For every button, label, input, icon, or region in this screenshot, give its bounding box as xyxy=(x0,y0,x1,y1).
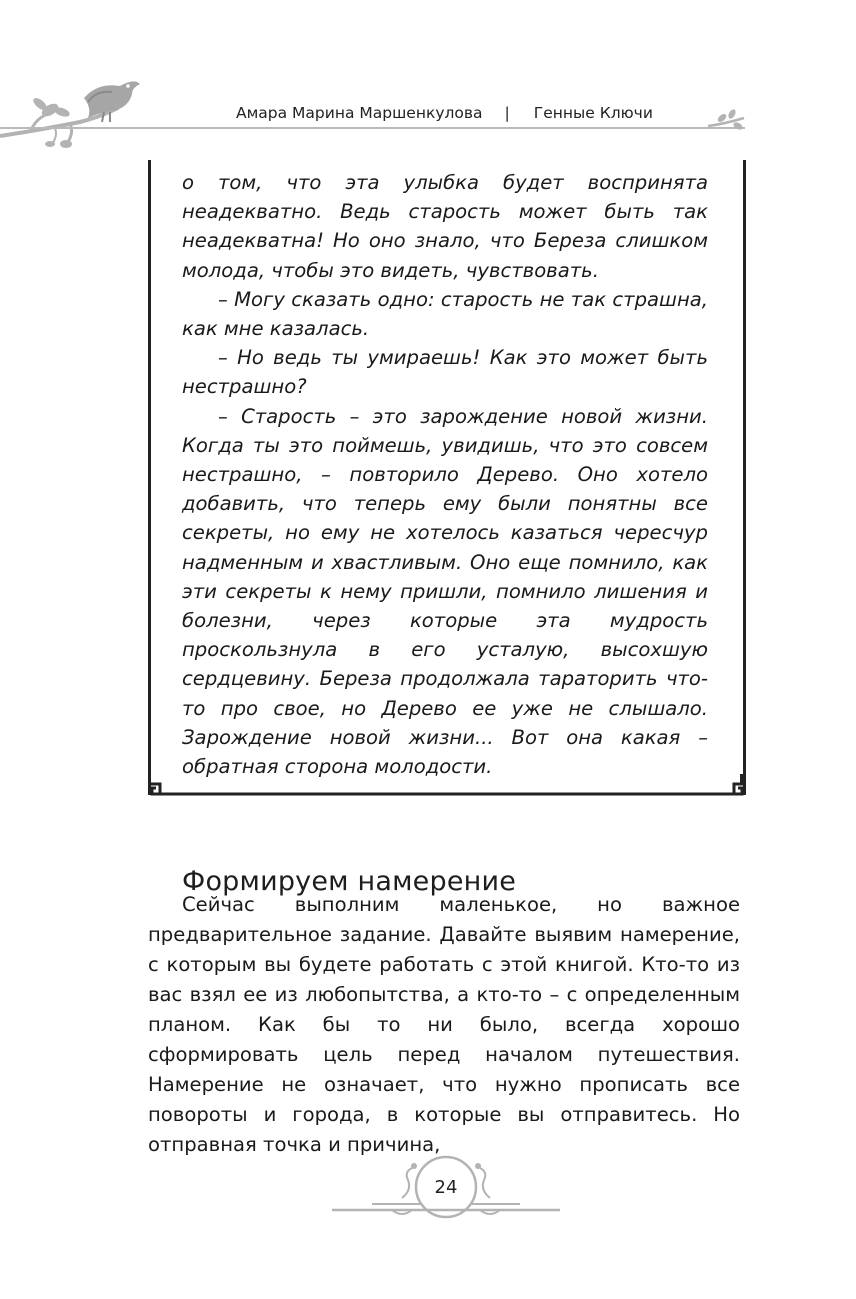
body-paragraph: Сейчас выполним маленькое, но важное предварительное задание. Давайте выявим намерение, с которым вы будете работать с этой книгой. Кто-то из вас взял ее из любопытства, а кто-то – с определенным планом. Как бы то ни было, всегда хорошо сформировать цель перед началом путешествия. Намерение не означает, что нужно прописать все повороты и города, в которые вы отправитесь. Но отправная точка и причина, xyxy=(148,893,740,1156)
quote-paragraph: – Но ведь ты умираешь! Как это может быть нестрашно? xyxy=(182,346,708,399)
header-book-title: Генные Ключи xyxy=(533,104,653,122)
page-number-ornament xyxy=(332,1150,560,1230)
header-author: Амара Марина Маршенкулова xyxy=(236,104,483,122)
bird-on-branch-icon xyxy=(0,72,160,152)
twig-ornament-icon xyxy=(708,104,748,134)
header-rule xyxy=(0,127,745,129)
running-header xyxy=(236,104,676,122)
page-number: 24 xyxy=(434,1177,458,1198)
body-text xyxy=(148,890,740,1160)
quote-block xyxy=(182,168,708,781)
quote-paragraph: – Могу сказать одно: старость не так страшна, как мне казалась. xyxy=(182,287,708,341)
header-separator: | xyxy=(504,104,510,122)
quote-paragraph: о том, что эта улыбка будет воспринята неадекватно. Ведь старость может быть так неадекватна! Но оно знало, что Береза слишком молода, чтобы это видеть, чувствовать. xyxy=(182,171,708,282)
section-heading: Формируем намерение xyxy=(182,866,517,898)
quote-paragraph: – Старость – это зарождение новой жизни. Когда ты это поймешь, увидишь, что это совсем нестрашно, – повторило Дерево. Оно хотело добавить, что теперь ему были понятны все секреты, но ему не хотелось казаться чересчур надменным и хвастливым. Оно еще помнило, как эти секреты к нему пришли, помнило лишения и болезни, через которые эта мудрость проскользнула в его усталую, высохшую сердцевину. Береза продолжала тараторить что-то про свое, но Дерево ее уже не слышало. Зарождение новой жизни... Вот она какая – обратная сторона молодости. xyxy=(182,404,708,779)
